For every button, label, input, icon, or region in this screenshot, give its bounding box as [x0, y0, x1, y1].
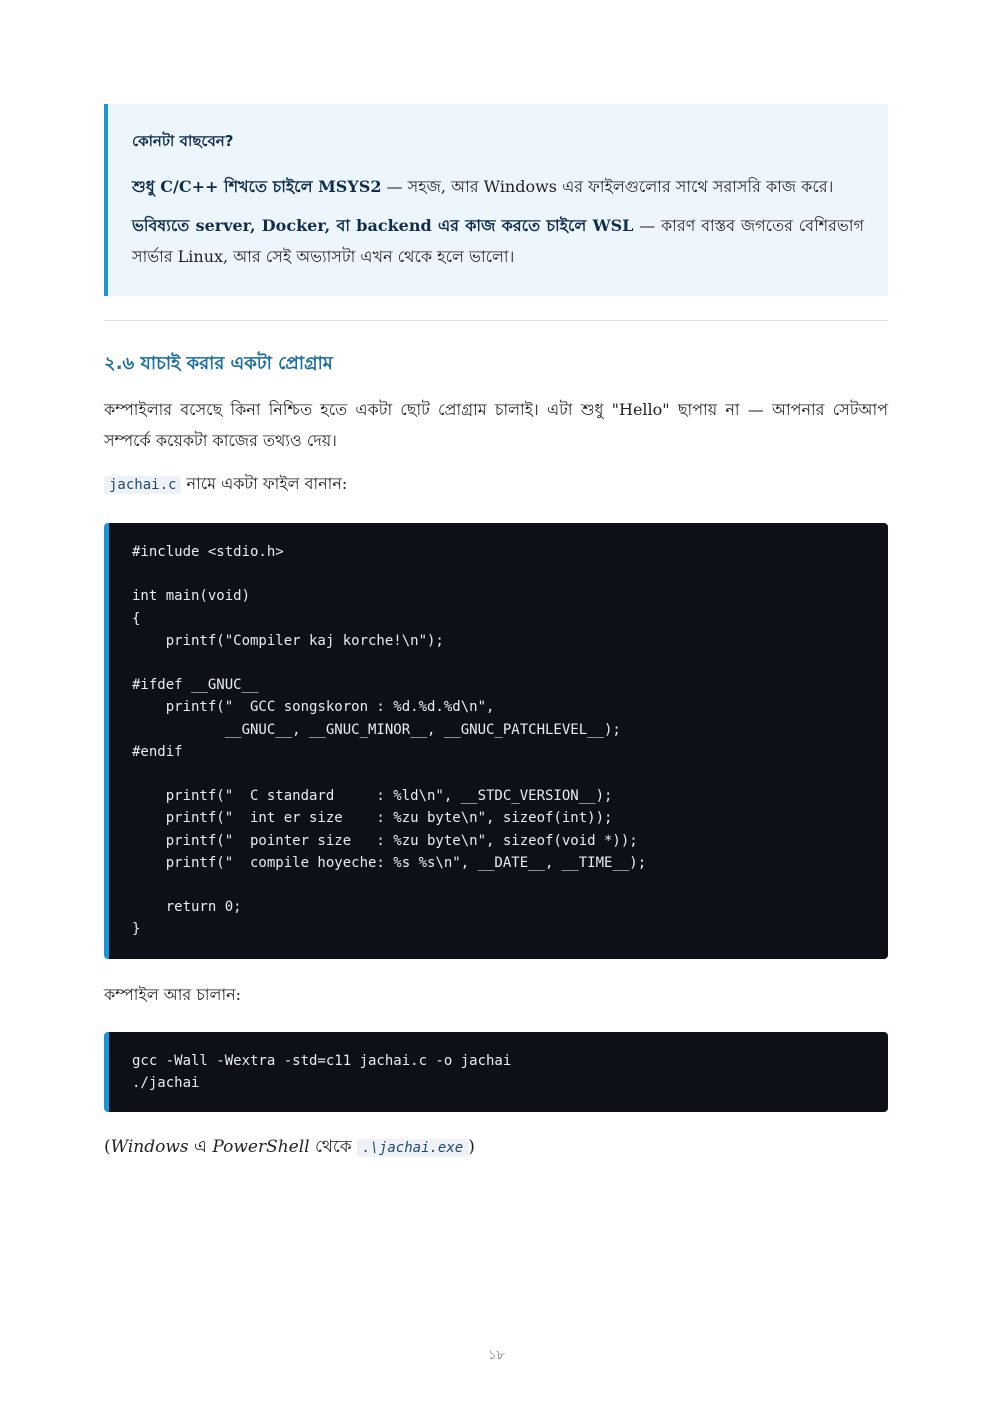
- note-powershell: PowerShell: [212, 1137, 310, 1157]
- callout-paragraph-msys2: [132, 171, 864, 202]
- callout-wsl-strong: ভবিষ্যতে server, Docker, বা backend এর কাজ করতে চাইলে WSL: [132, 216, 634, 235]
- c-code-line: [132, 652, 866, 674]
- note-e: এ: [188, 1137, 213, 1157]
- callout-paragraph-wsl: [132, 210, 864, 272]
- c-code-line: printf(" compile hoyeche: %s %s\n", __DATE__, __TIME__);: [132, 854, 647, 871]
- c-code-line: printf(" C standard : %ld\n", __STDC_VERSION__);: [132, 788, 613, 805]
- note-exe-code: .\jachai.exe: [357, 1139, 468, 1157]
- shell-code-block: [104, 1032, 888, 1112]
- c-code-line: #ifdef __GNUC__: [132, 677, 259, 694]
- windows-note: [104, 1132, 888, 1164]
- section-divider: [104, 320, 888, 321]
- note-theke: থেকে: [309, 1137, 358, 1157]
- filename-code: jachai.c: [104, 476, 181, 494]
- c-code-line: __GNUC__, __GNUC_MINOR__, __GNUC_PATCHLEVEL__);: [132, 721, 621, 738]
- c-code-line: {: [132, 610, 141, 627]
- c-code-line: int main(void): [132, 588, 251, 605]
- page-number: ১৮: [488, 1348, 505, 1363]
- shell-code-line: gcc -Wall -Wextra -std=c11 jachai.c -o jachai: [132, 1052, 512, 1069]
- shell-code-line: ./jachai: [132, 1074, 200, 1091]
- file-instruction-text: নামে একটা ফাইল বানান:: [181, 474, 348, 493]
- note-open-paren: (: [104, 1137, 111, 1157]
- c-code-line: [132, 763, 866, 785]
- c-code-line: [132, 874, 866, 896]
- callout-msys2-strong: শুধু C/C++ শিখতে চাইলে MSYS2: [132, 177, 382, 196]
- c-code-line: [132, 563, 866, 585]
- section-heading: ২.৬ যাচাই করার একটা প্রোগ্রাম: [104, 353, 333, 374]
- c-code-line: printf("Compiler kaj korche!\n");: [132, 632, 444, 649]
- note-windows: Windows: [110, 1137, 189, 1157]
- page-content: [104, 104, 888, 1176]
- intro-paragraph: কম্পাইলার বসেছে কিনা নিশ্চিত হতে একটা ছোট প্রোগ্রাম চালাই। এটা শুধু "Hello" ছাপায় না — আপনার সেটআপ সম্পর্কে কয়েকটা কাজের তথ্যও দেয়।: [104, 400, 888, 450]
- note-close-paren: ): [468, 1137, 475, 1157]
- c-code-line: #include <stdio.h>: [132, 544, 284, 560]
- c-code-line: printf(" pointer size : %zu byte\n", sizeof(void *));: [132, 832, 638, 849]
- c-code-line: printf(" int er size : %zu byte\n", sizeof(int));: [132, 810, 613, 827]
- callout-wsl-text: — কারণ বাস্তব জগতের বেশিরভাগ সার্ভার Linux, আর সেই অভ্যাসটা এখন থেকে হলে ভালো।: [132, 216, 864, 266]
- c-code-line: }: [132, 921, 141, 938]
- compile-instruction: কম্পাইল আর চালান:: [104, 984, 242, 1004]
- callout-msys2-text: — সহজ, আর Windows এর ফাইলগুলোর সাথে সরাসরি কাজ করে।: [381, 177, 834, 196]
- tip-callout: [104, 104, 888, 296]
- c-code-line: printf(" GCC songskoron : %d.%d.%d\n",: [132, 699, 495, 716]
- c-code-line: return 0;: [132, 899, 242, 916]
- file-instruction: [104, 468, 888, 501]
- c-code-block: [104, 523, 888, 959]
- c-code-line: #endif: [132, 743, 183, 760]
- callout-title: কোনটা বাছবেন?: [132, 132, 234, 150]
